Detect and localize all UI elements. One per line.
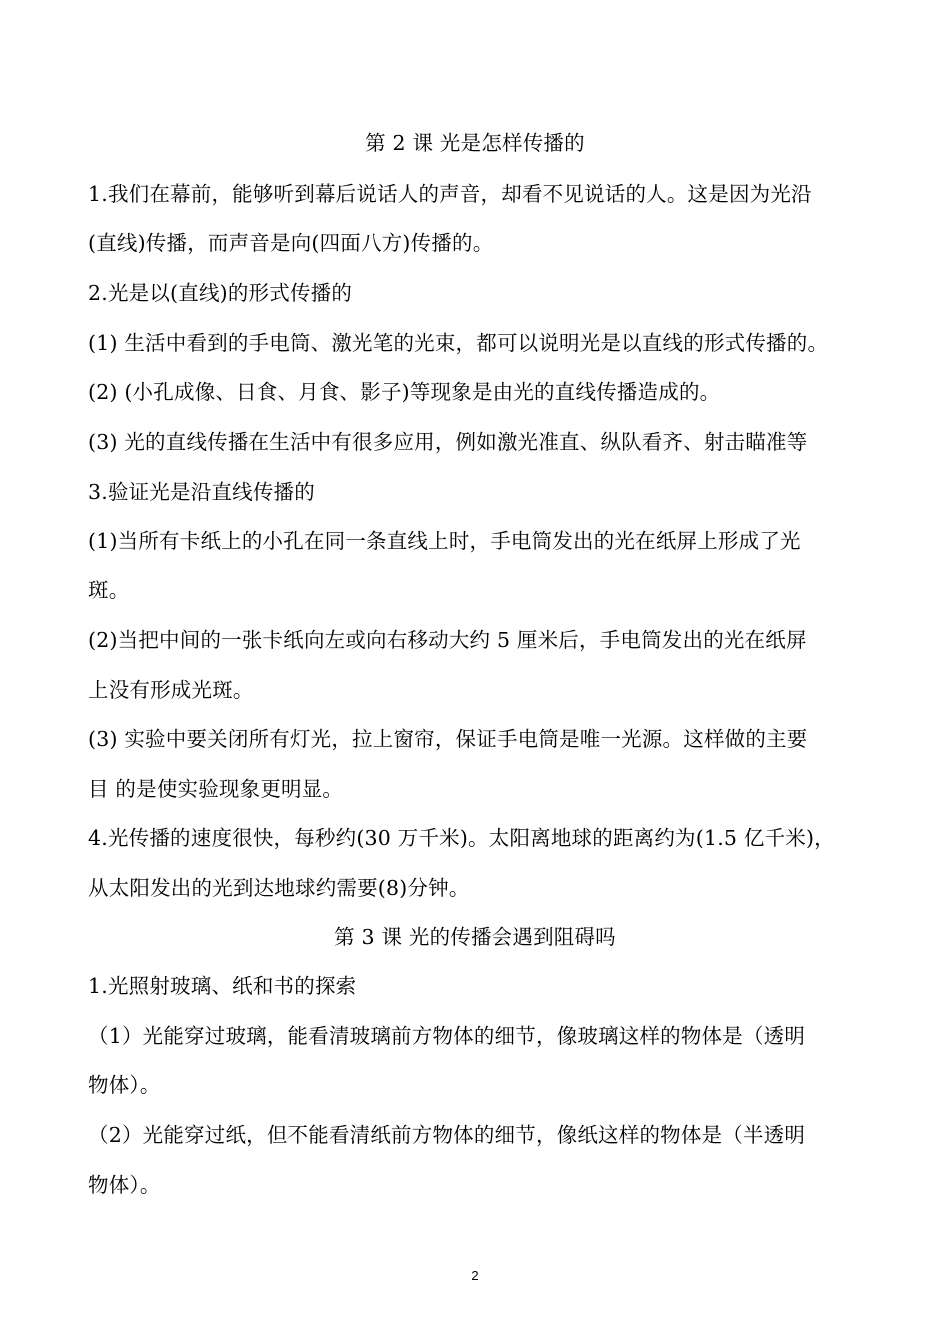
lesson-2-title: 第 2 课 光是怎样传播的: [365, 131, 585, 155]
lesson-2-q2-item2: (2) (小孔成像、日食、月食、影子)等现象是由光的直线传播造成的。: [88, 380, 721, 404]
lesson-2-q3-item1-line2: 斑。: [88, 578, 130, 602]
lesson-2-q2-item3: (3) 光的直线传播在生活中有很多应用，例如激光准直、纵队看齐、射击瞄准等: [88, 430, 808, 454]
lesson-3-q1-item2-line2: 物体）。: [88, 1173, 161, 1197]
lesson-3-q1-item1-line1: （1）光能穿过玻璃，能看清玻璃前方物体的细节，像玻璃这样的物体是（透明: [88, 1024, 806, 1048]
lesson-2-q3-item3-line2: 目 的是使实验现象更明显。: [88, 777, 344, 801]
lesson-2-q4-line2: 从太阳发出的光到达地球约需要(8)分钟。: [88, 876, 470, 900]
lesson-3-q1-item1-line2: 物体）。: [88, 1073, 161, 1097]
lesson-2-q4-line1: 4.光传播的速度很快，每秒约(30 万千米)。太阳离地球的距离约为(1.5 亿千米)，: [88, 826, 835, 850]
lesson-2-q3-item3-line1: (3) 实验中要关闭所有灯光，拉上窗帘，保证手电筒是唯一光源。这样做的主要: [88, 727, 808, 751]
lesson-3-title: 第 3 课 光的传播会遇到阻碍吗: [334, 925, 616, 949]
lesson-2-q3-item2-line2: 上没有形成光斑。: [88, 678, 254, 702]
lesson-2-q2-item1: (1) 生活中看到的手电筒、激光笔的光束，都可以说明光是以直线的形式传播的。: [88, 331, 829, 355]
lesson-2-q3-item2-line1: (2)当把中间的一张卡纸向左或向右移动大约 5 厘米后，手电筒发出的光在纸屏: [88, 628, 807, 652]
lesson-2-q3-item1-line1: (1)当所有卡纸上的小孔在同一条直线上时，手电筒发出的光在纸屏上形成了光: [88, 529, 801, 553]
lesson-2-q3-heading: 3.验证光是沿直线传播的: [88, 480, 315, 504]
lesson-2-q1-line2: (直线)传播，而声音是向(四面八方)传播的。: [88, 231, 494, 255]
page-number: 2: [471, 1268, 479, 1283]
lesson-2-q2-heading: 2.光是以(直线)的形式传播的: [88, 281, 353, 305]
lesson-3-q1-item2-line1: （2）光能穿过纸，但不能看清纸前方物体的细节，像纸这样的物体是（半透明: [88, 1123, 806, 1147]
lesson-2-q1-line1: 1.我们在幕前，能够听到幕后说话人的声音，却看不见说话的人。这是因为光沿: [88, 182, 812, 206]
lesson-3-q1-heading: 1.光照射玻璃、纸和书的探索: [88, 974, 357, 998]
